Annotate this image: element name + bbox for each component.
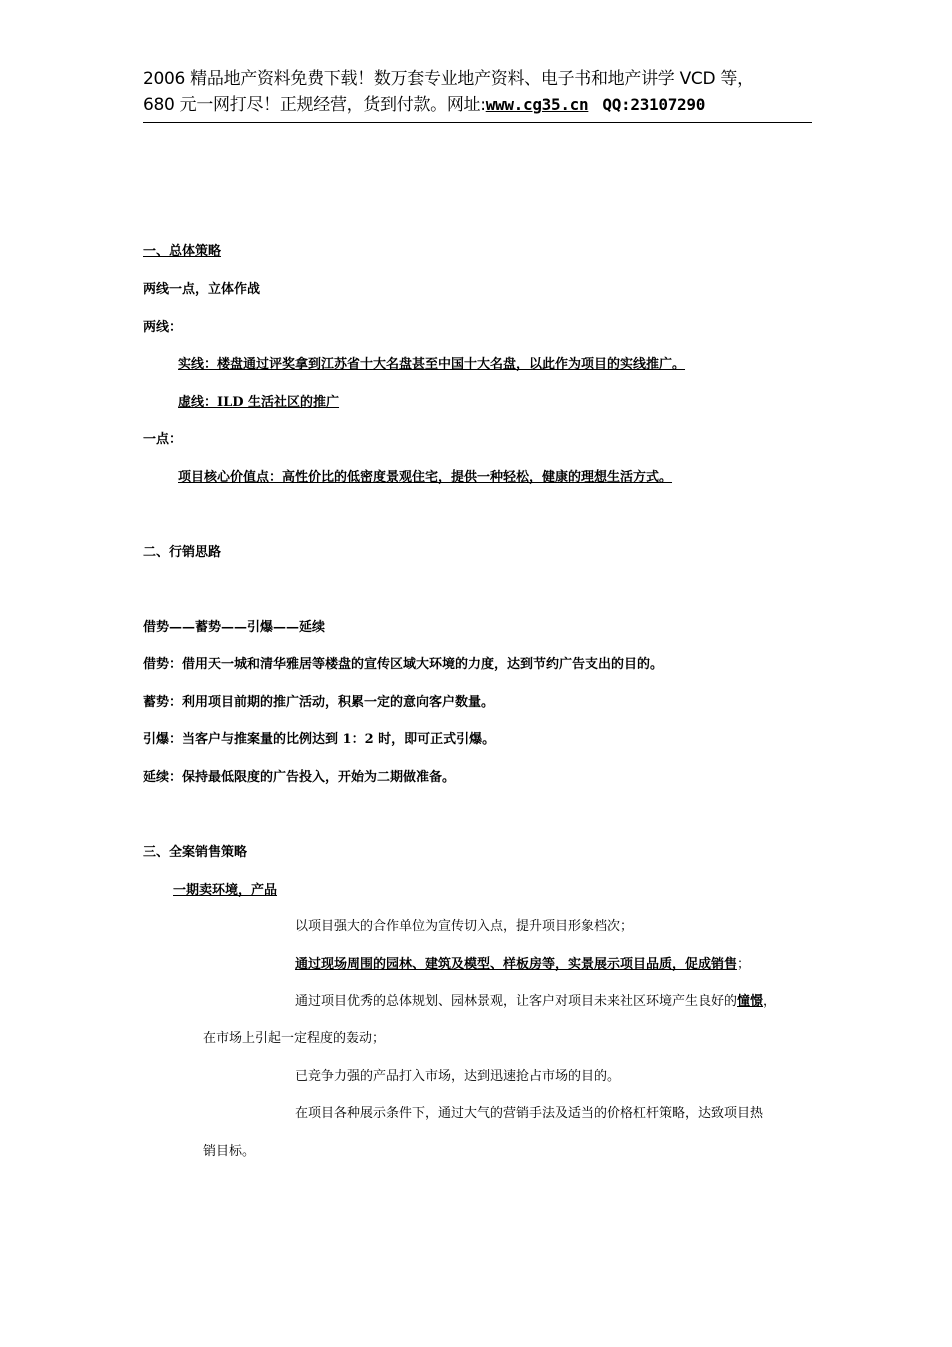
strategy-item: 引爆：当客户与推案量的比例达到 1：2 时，即可正式引爆。: [143, 732, 496, 747]
virtual-line-text: 虚线：ILD 生活社区的推广: [178, 395, 340, 410]
header-line-2: [143, 92, 812, 118]
section-1-subtitle: 两线一点，立体作战: [143, 282, 261, 297]
paragraph-3-line-1: [295, 993, 776, 1011]
two-lines-label: 两线：: [143, 320, 183, 335]
paragraph-2-emphasis: 通过现场周围的园林、建筑及模型、样板房等，实景展示项目品质，促成销售: [295, 957, 738, 972]
paragraph-1: 以项目强大的合作单位为宣传切入点，提升项目形象档次；: [295, 919, 634, 934]
section-1-heading: 一、总体策略: [143, 244, 222, 259]
paragraph-2-end: ；: [737, 957, 751, 972]
website-link[interactable]: www.cg35.cn: [485, 95, 589, 114]
page-header: [143, 66, 812, 123]
core-value-text: 项目核心价值点：高性价比的低密度景观住宅，提供一种轻松，健康的理想生活方式。: [178, 470, 673, 485]
paragraph-3-line-2: 在市场上引起一定程度的轰动；: [203, 1031, 386, 1046]
header-line-2-text: 680 元一网打尽！正规经营，货到付款。网址:: [143, 95, 486, 115]
paragraph-4: 已竞争力强的产品打入市场，达到迅速抢占市场的目的。: [295, 1069, 621, 1084]
strategy-item: 蓄势：利用项目前期的推广活动，积累一定的意向客户数量。: [143, 695, 495, 710]
paragraph-2: [295, 956, 750, 974]
paragraph-3-emphasis: 憧憬: [737, 994, 764, 1009]
section-2-heading: 二、行销思路: [143, 545, 222, 560]
solid-line-text: 实线：楼盘通过评奖拿到江苏省十大名盘甚至中国十大名盘，以此作为项目的实线推广。: [178, 357, 686, 372]
paragraph-3-text: 通过项目优秀的总体规划、园林景观，让客户对项目未来社区环境产生良好的: [295, 994, 738, 1009]
qq-number: QQ:23107290: [602, 95, 706, 114]
phase-1-title: 一期卖环境，产品: [173, 883, 278, 898]
section-3-heading: 三、全案销售策略: [143, 845, 248, 860]
strategy-item: 借势：借用天一城和清华雅居等楼盘的宣传区域大环境的力度，达到节约广告支出的目的。: [143, 657, 664, 672]
one-point-label: 一点：: [143, 432, 183, 447]
paragraph-5-line-1: 在项目各种展示条件下，通过大气的营销手法及适当的价格杠杆策略，达致项目热: [295, 1106, 764, 1121]
strategy-flow: 借势——蓄势——引爆——延续: [143, 620, 326, 635]
paragraph-5-line-2: 销目标。: [203, 1144, 256, 1159]
paragraph-3-end: ，: [763, 994, 777, 1009]
strategy-item: 延续：保持最低限度的广告投入，开始为二期做准备。: [143, 770, 456, 785]
header-line-1: 2006 精品地产资料免费下载！数万套专业地产资料、电子书和地产讲学 VCD 等，: [143, 69, 754, 89]
